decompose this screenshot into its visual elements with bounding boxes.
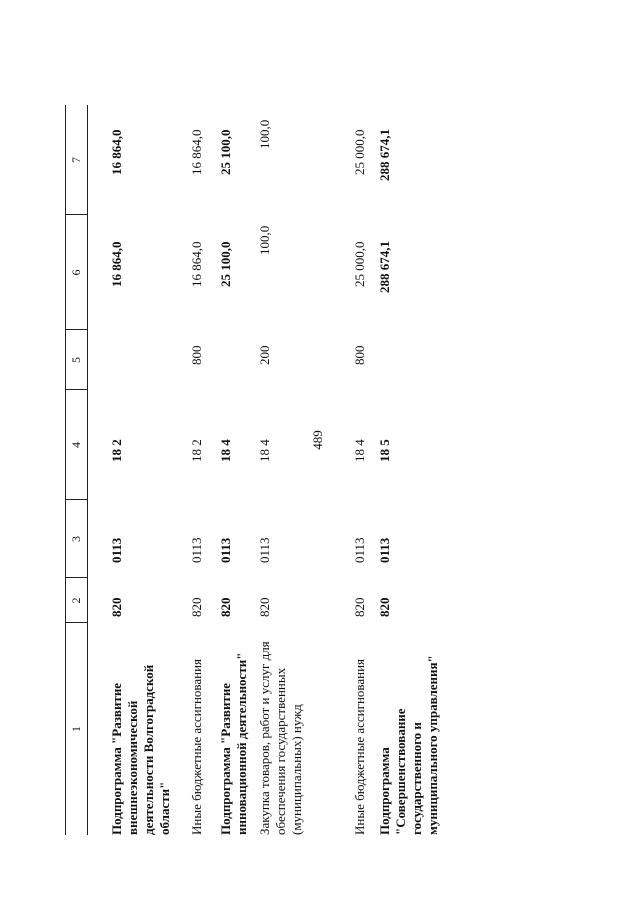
col-header-4: 4 — [69, 442, 83, 448]
cell-c7: 25 100,0 — [218, 129, 233, 175]
col-header-6: 6 — [69, 269, 83, 276]
cell-c6: 288 674,1 — [377, 241, 392, 293]
cell-c2: 820 — [377, 597, 392, 617]
row-name: Закупка товаров, работ и услуг для обеспечения государственных (муниципальных) нужд — [257, 641, 304, 835]
cell-c6: 100,0 — [257, 225, 272, 255]
col-header-7: 7 — [69, 157, 83, 163]
cell-c2: 820 — [352, 597, 367, 617]
cell-c4: 18 4 — [352, 439, 367, 462]
cell-c6: 16 864,0 — [109, 241, 124, 287]
cell-c5: 800 — [189, 345, 204, 365]
cell-c2: 820 — [218, 597, 233, 617]
cell-c7: 100,0 — [257, 119, 272, 149]
row-name: Подпрограмма "Развитие внешнеэкономической деятельности Волгоградской области" — [109, 664, 172, 835]
row-name: Иные бюджетные ассигнования — [352, 658, 367, 835]
cell-c5: 800 — [352, 345, 367, 365]
col-header-1: 1 — [69, 726, 83, 732]
cell-c6: 16 864,0 — [189, 241, 204, 287]
cell-c3: 0113 — [257, 537, 272, 563]
row-name: Подпрограмма "Совершенствование государственного и муниципального управления" — [377, 655, 440, 835]
col-header-5: 5 — [69, 357, 83, 363]
cell-c4: 18 4 — [257, 439, 272, 462]
cell-c3: 0113 — [352, 537, 367, 563]
cell-c7: 16 864,0 — [109, 129, 124, 175]
budget-table — [65, 105, 485, 835]
cell-c4: 18 2 — [109, 439, 124, 462]
cell-c3: 0113 — [377, 537, 392, 563]
cell-c5: 200 — [257, 345, 272, 365]
cell-c4: 18 2 — [189, 439, 204, 462]
cell-c7: 288 674,1 — [377, 129, 392, 181]
row-name: Подпрограмма "Развитие инновационной деятельности" — [218, 652, 249, 835]
col-header-2: 2 — [69, 597, 83, 604]
page-number: 489 — [310, 430, 325, 450]
cell-c6: 25 100,0 — [218, 241, 233, 287]
col-header-3: 3 — [69, 536, 83, 542]
cell-c7: 25 000,0 — [352, 129, 367, 175]
cell-c7: 16 864,0 — [189, 129, 204, 175]
row-name: Иные бюджетные ассигнования — [189, 658, 204, 835]
cell-c3: 0113 — [218, 537, 233, 563]
cell-c2: 820 — [257, 597, 272, 617]
cell-c4: 18 5 — [377, 439, 392, 462]
cell-c3: 0113 — [109, 537, 124, 563]
cell-c2: 820 — [189, 597, 204, 617]
cell-c3: 0113 — [189, 537, 204, 563]
cell-c4: 18 4 — [218, 439, 233, 462]
cell-c2: 820 — [109, 597, 124, 617]
cell-c6: 25 000,0 — [352, 241, 367, 287]
